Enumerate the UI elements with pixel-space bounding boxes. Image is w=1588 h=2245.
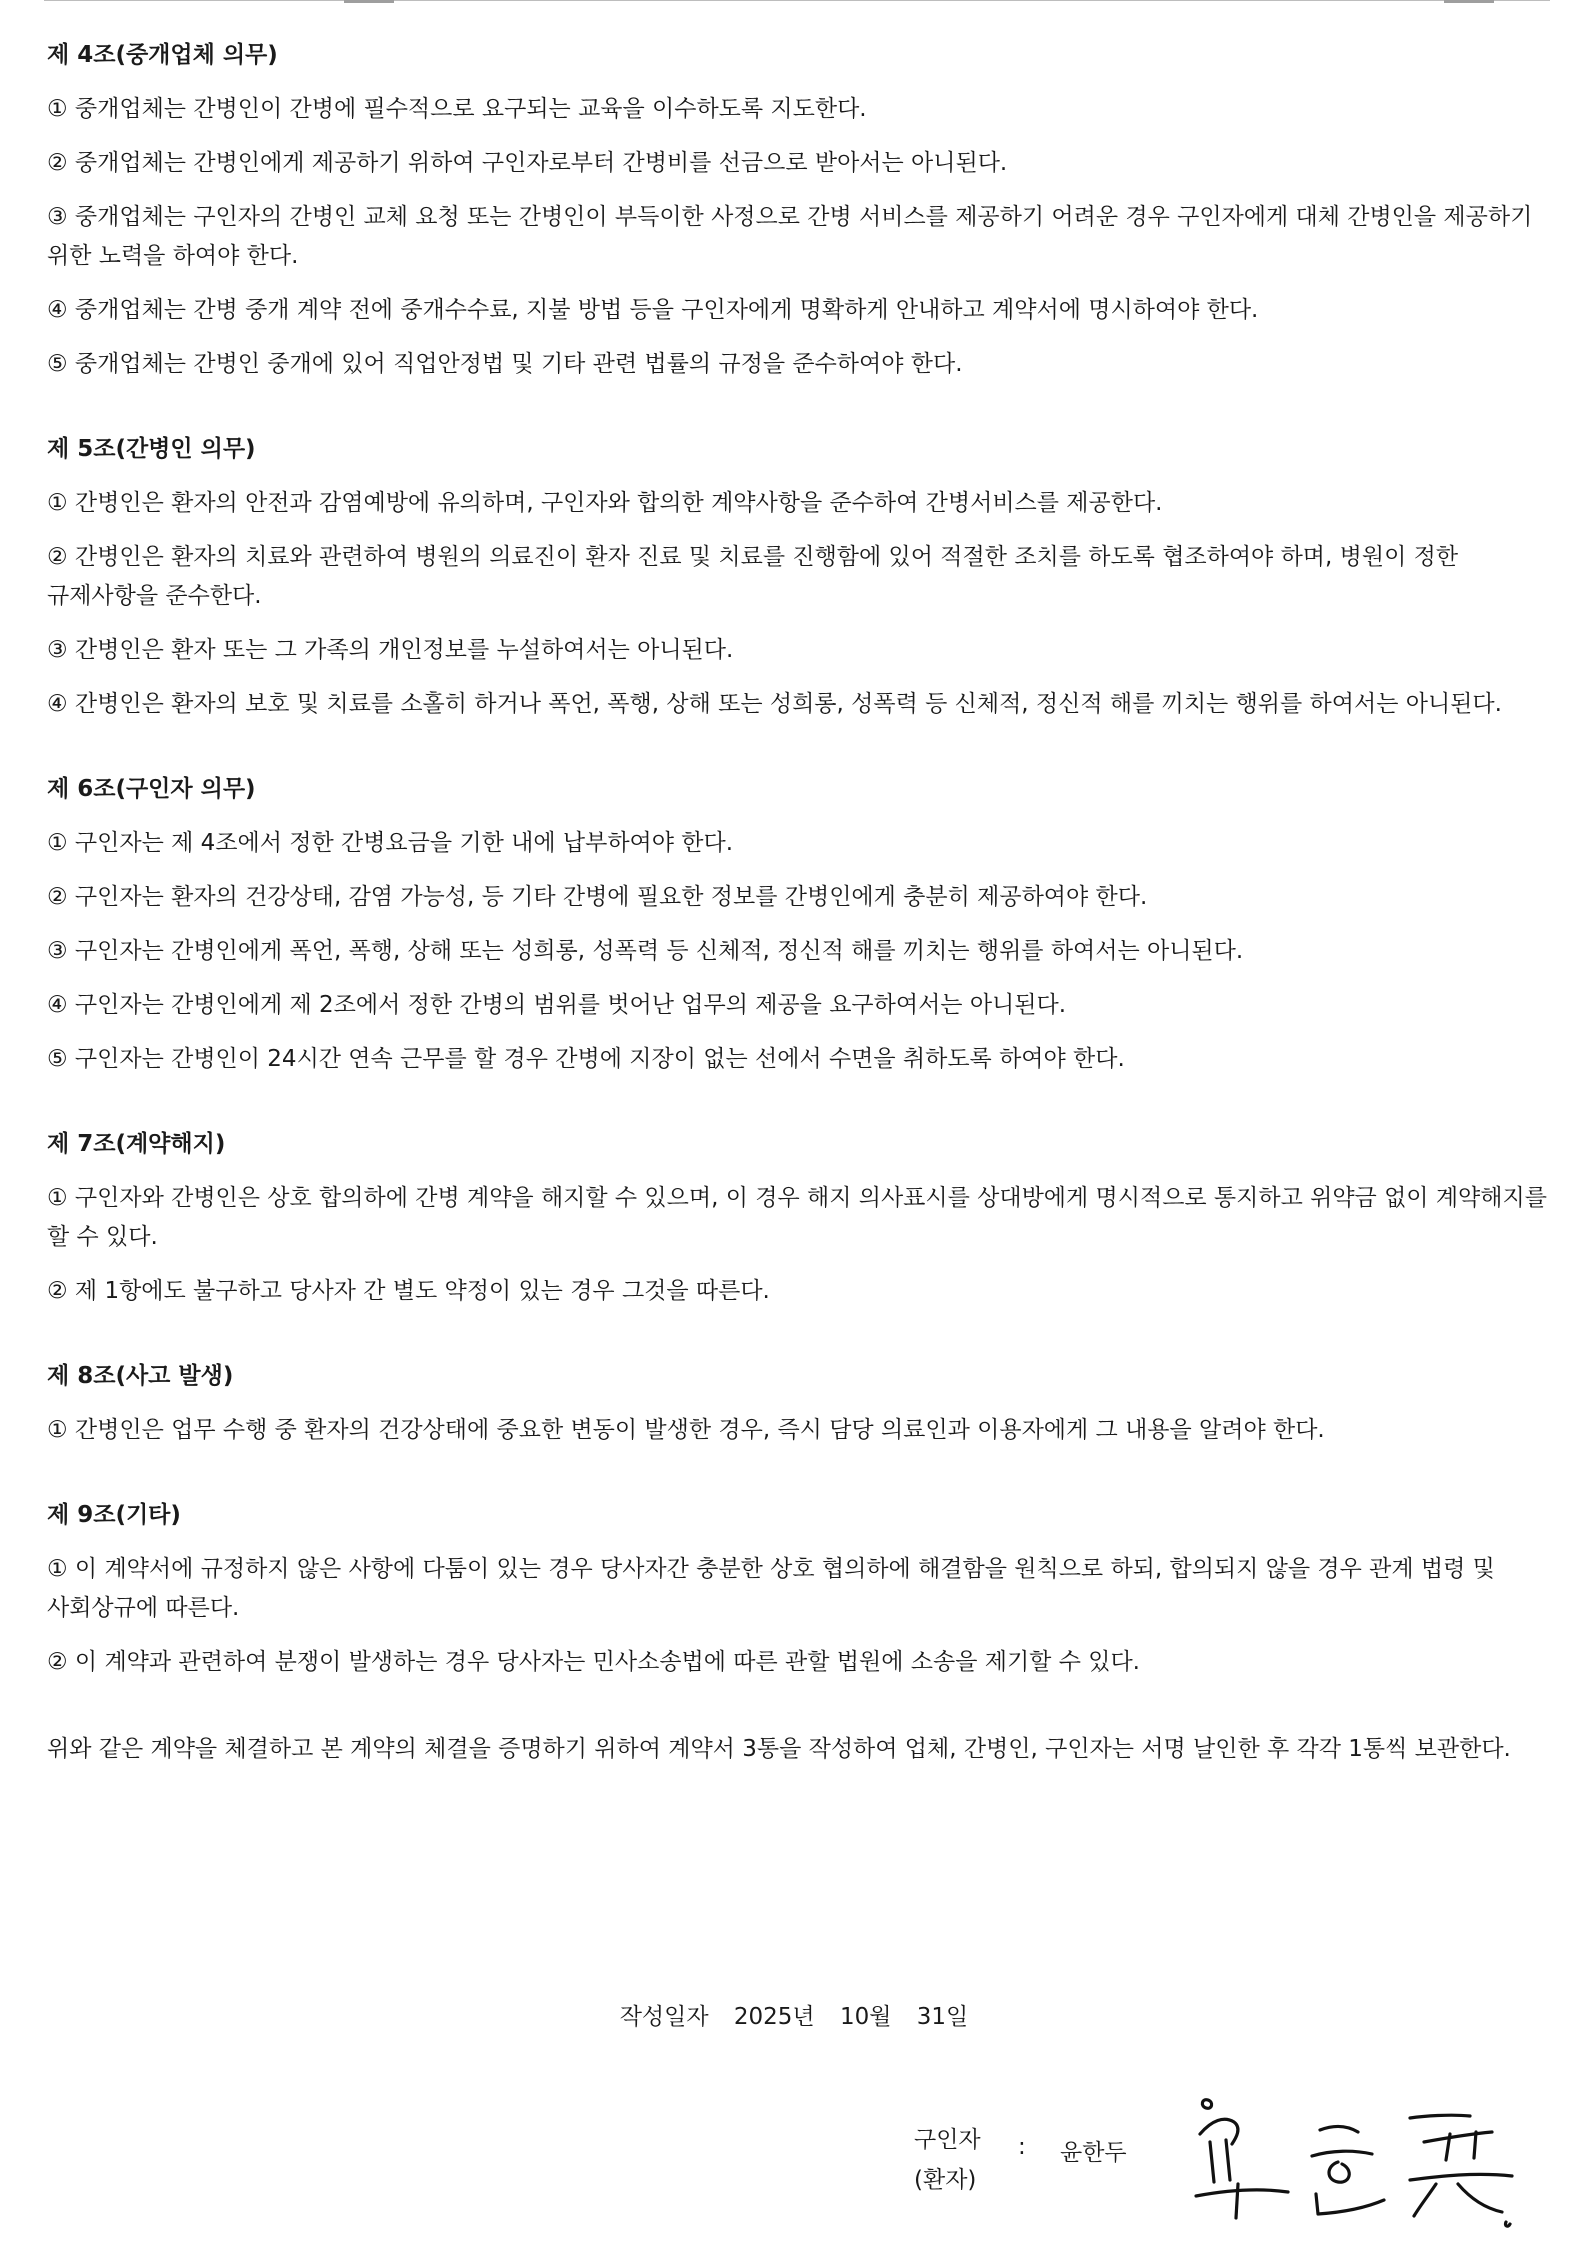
article-7 (47, 1127, 1547, 1311)
handwritten-signature (1188, 2072, 1528, 2242)
article-5 (47, 432, 1547, 724)
signer-role-line: (환자) (914, 2167, 977, 2193)
clause: ③ 중개업체는 구인자의 간병인 교체 요청 또는 간병인이 부득이한 사정으로 간병 서비스를 제공하기 어려운 경우 구인자에게 대체 간병인을 제공하기 위한 노력을 하여야 한다. (47, 204, 1533, 269)
clause: ② 제 1항에도 불구하고 당사자 간 별도 약정이 있는 경우 그것을 따른다. (47, 1278, 770, 1304)
clause: ① 이 계약서에 규정하지 않은 사항에 다툼이 있는 경우 당사자간 충분한 상호 협의하에 해결함을 원칙으로 하되, 합의되지 않을 경우 관계 법령 및 사회상규에 따른다. (47, 1556, 1495, 1621)
article-6 (47, 772, 1547, 1079)
date-of-writing (0, 1998, 1588, 2031)
clause: ① 중개업체는 간병인이 간병에 필수적으로 요구되는 교육을 이수하도록 지도한다. (47, 96, 867, 122)
clause: ④ 간병인은 환자의 보호 및 치료를 소홀히 하거나 폭언, 폭행, 상해 또는 성희롱, 성폭력 등 신체적, 정신적 해를 끼치는 행위를 하여서는 아니된다. (47, 691, 1502, 717)
article-4 (47, 38, 1547, 384)
clause: ① 구인자와 간병인은 상호 합의하에 간병 계약을 해지할 수 있으며, 이 경우 해지 의사표시를 상대방에게 명시적으로 통지하고 위약금 없이 계약해지를 할 수 있다. (47, 1185, 1547, 1250)
signer-name: 윤한두 (1060, 2140, 1127, 2166)
signer-role (914, 2120, 981, 2200)
date-year: 2025년 (733, 2004, 815, 2030)
clause: ① 간병인은 업무 수행 중 환자의 건강상태에 중요한 변동이 발생한 경우, 즉시 담당 의료인과 이용자에게 그 내용을 알려야 한다. (47, 1417, 1325, 1443)
contract-body (47, 38, 1547, 1769)
clause: ④ 중개업체는 간병 중개 계약 전에 중개수수료, 지불 방법 등을 구인자에게 명확하게 안내하고 계약서에 명시하여야 한다. (47, 297, 1259, 323)
clause: ① 간병인은 환자의 안전과 감염예방에 유의하며, 구인자와 합의한 계약사항을 준수하여 간병서비스를 제공한다. (47, 490, 1163, 516)
date-label: 작성일자 (619, 2004, 709, 2030)
clause: ② 구인자는 환자의 건강상태, 감염 가능성, 등 기타 간병에 필요한 정보를 간병인에게 충분히 제공하여야 한다. (47, 884, 1148, 910)
clause: ③ 간병인은 환자 또는 그 가족의 개인정보를 누설하여서는 아니된다. (47, 637, 734, 663)
date-day: 31일 (916, 2004, 969, 2030)
clause: ④ 구인자는 간병인에게 제 2조에서 정한 간병의 범위를 벗어난 업무의 제공을 요구하여서는 아니된다. (47, 992, 1067, 1018)
article-title: 제 6조(구인자 의무) (47, 776, 256, 802)
clause: ⑤ 구인자는 간병인이 24시간 연속 근무를 할 경우 간병에 지장이 없는 선에서 수면을 취하도록 하여야 한다. (47, 1046, 1125, 1072)
clause: ② 중개업체는 간병인에게 제공하기 위하여 구인자로부터 간병비를 선금으로 받아서는 아니된다. (47, 150, 1008, 176)
clause: ③ 구인자는 간병인에게 폭언, 폭행, 상해 또는 성희롱, 성폭력 등 신체적, 정신적 해를 끼치는 행위를 하여서는 아니된다. (47, 938, 1244, 964)
top-divider (44, 0, 1550, 1)
closing-statement: 위와 같은 계약을 체결하고 본 계약의 체결을 증명하기 위하여 계약서 3통을 작성하여 업체, 간병인, 구인자는 서명 날인한 후 각각 1통씩 보관한다. (47, 1736, 1511, 1762)
article-title: 제 8조(사고 발생) (47, 1363, 234, 1389)
clause: ① 구인자는 제 4조에서 정한 간병요금을 기한 내에 납부하여야 한다. (47, 830, 734, 856)
article-9 (47, 1498, 1547, 1682)
article-8 (47, 1359, 1547, 1450)
article-title: 제 9조(기타) (47, 1502, 181, 1528)
article-title: 제 7조(계약해지) (47, 1131, 226, 1157)
clause: ② 간병인은 환자의 치료와 관련하여 병원의 의료진이 환자 진료 및 치료를 진행함에 있어 적절한 조치를 하도록 협조하여야 하며, 병원이 정한 규제사항을 준수한다. (47, 544, 1459, 609)
signer-role-line: 구인자 (914, 2127, 981, 2153)
article-title: 제 5조(간병인 의무) (47, 436, 256, 462)
article-title: 제 4조(중개업체 의무) (47, 42, 278, 68)
signer-colon: : (1018, 2134, 1026, 2160)
date-month: 10월 (839, 2004, 892, 2030)
clause: ⑤ 중개업체는 간병인 중개에 있어 직업안정법 및 기타 관련 법률의 규정을 준수하여야 한다. (47, 351, 963, 377)
clause: ② 이 계약과 관련하여 분쟁이 발생하는 경우 당사자는 민사소송법에 따른 관할 법원에 소송을 제기할 수 있다. (47, 1649, 1140, 1675)
